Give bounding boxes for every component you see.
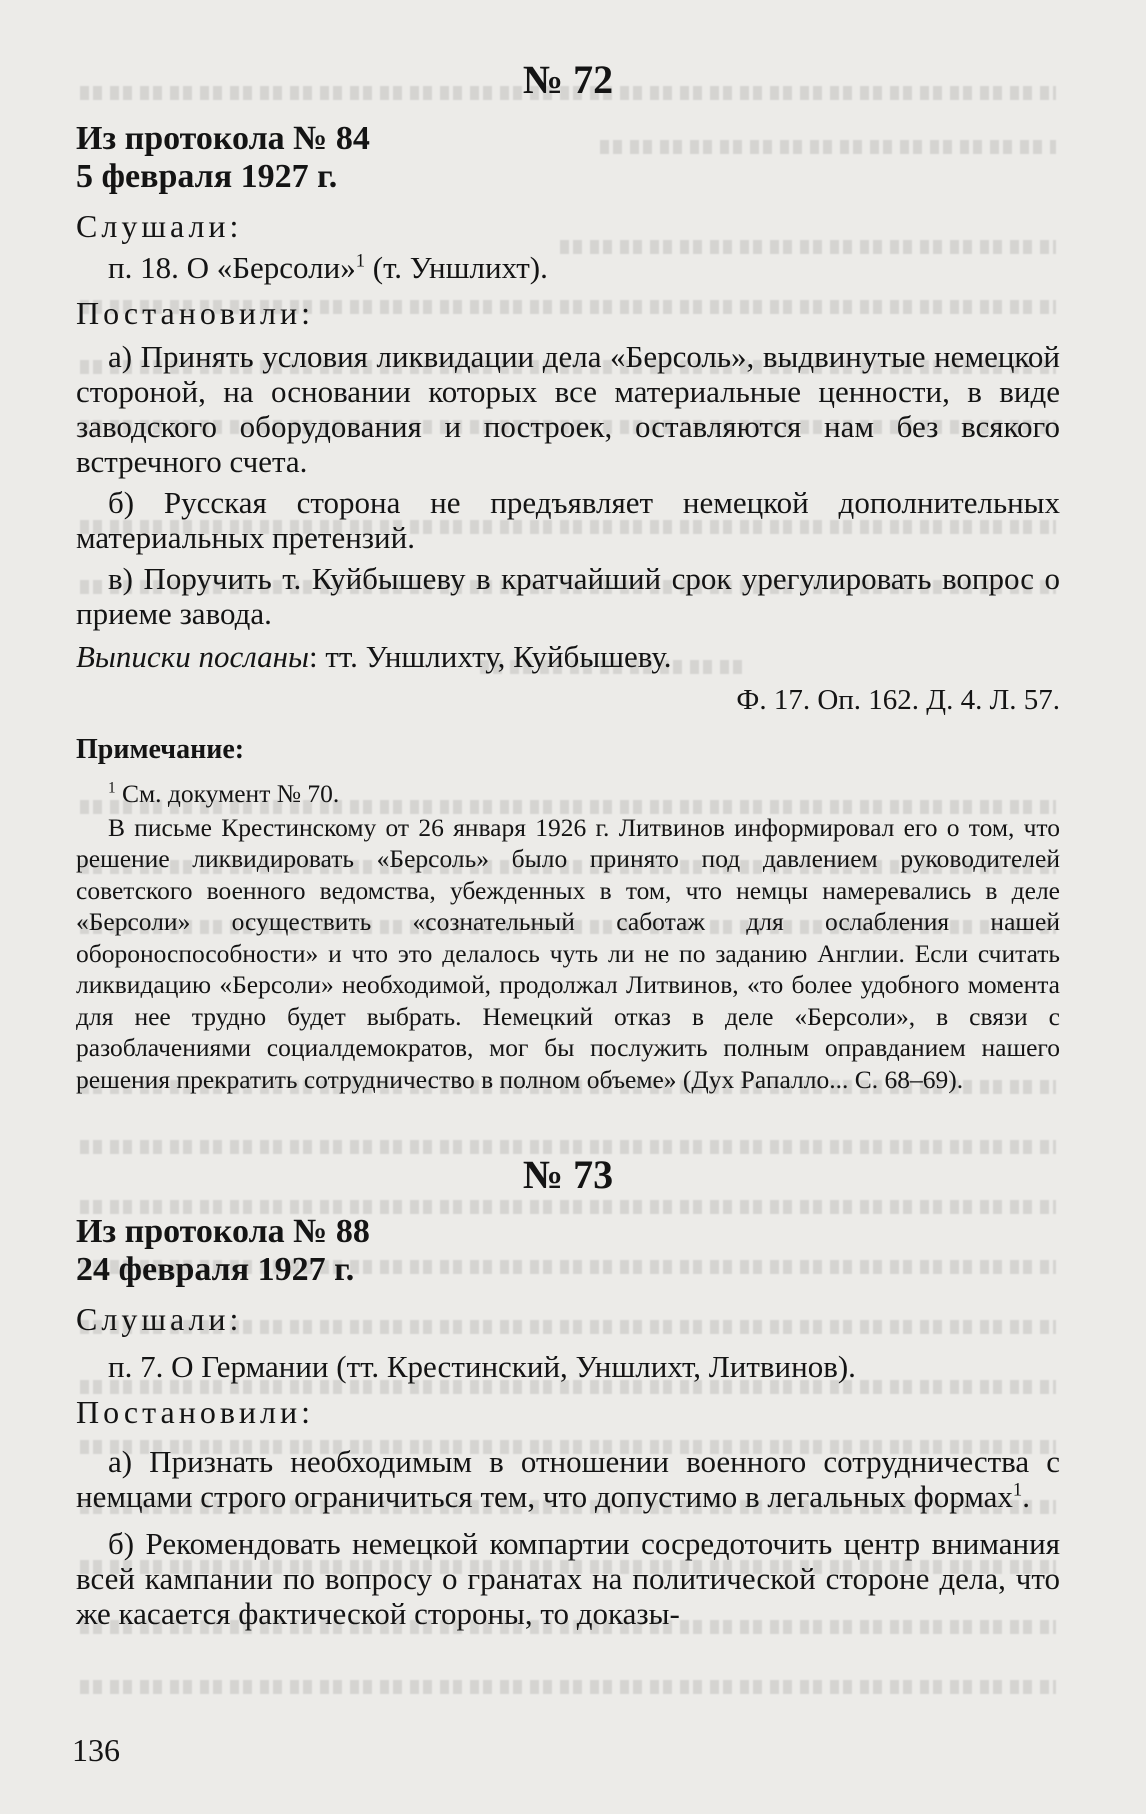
extracts-sent	[76, 639, 1060, 674]
document-72	[76, 56, 1060, 1095]
heard-item	[76, 250, 1060, 285]
protocol-title: Из протокола № 88	[76, 1213, 370, 1250]
document-73	[76, 1151, 1060, 1631]
footnote-1-marker: 1	[108, 779, 116, 797]
archive-reference: Ф. 17. Оп. 162. Д. 4. Л. 57.	[736, 684, 1060, 716]
document-number: № 73	[522, 1152, 614, 1197]
heard-item-people: (т. Уншлихт).	[365, 250, 548, 285]
extracts-sent-label: Выписки посланы	[76, 639, 309, 674]
resolution-a	[76, 1444, 1060, 1514]
note-heading: Примечание:	[76, 734, 245, 765]
protocol-title: Из протокола № 84	[76, 120, 370, 157]
resolution-a: а) Принять условия ликвидации дела «Берсоль», выдвинутые немецкой стороной, на основании которых все материальные ценности, в виде заводского оборудования и построек, оставляются нам без всякого встречного счета.	[76, 339, 1060, 479]
document-heading	[76, 1213, 1060, 1289]
footnote-marker: 1	[355, 250, 365, 272]
footnote-1-body: В письме Крестинскому от 26 января 1926 г. Литвинов информировал его о том, что решение ликвидировать «Берсоль» было принято под давлением руководителей советского военного ведомства, убежденных в том, что немцы намеревались в деле «Берсоли» осуществить «сознательный саботаж для ослабления нашей обороноспособности» и что это делалось чуть ли не по заданию Англии. Если считать ликвидацию «Берсоли» необходимой, продолжал Литвинов, «то более удобного момента для нее трудно будет выбрать. Немецкий отказ в деле «Берсоли», в связи с разоблачениями социалдемократов, мог бы послужить полным оправданием нашего решения прекратить сотрудничество в полном объеме» (Дух Рапалло... С. 68–69).	[76, 812, 1060, 1094]
protocol-date: 5 февраля 1927 г.	[76, 158, 338, 195]
heard-item-text: п. 18. О «Берсоли»	[108, 250, 356, 285]
heard-item: п. 7. О Германии (тт. Крестинский, Уншлихт, Литвинов).	[108, 1349, 856, 1384]
resolution-a-text: а) Признать необходимым в отношении военного сотрудничества с немцами строго ограничиться тем, что допустимо в легальных формах	[76, 1444, 1060, 1514]
footnote-1	[76, 778, 1060, 810]
resolved-label: Постановили:	[76, 295, 315, 331]
document-heading	[76, 120, 1060, 196]
extracts-sent-recipients: : тт. Уншлихту, Куйбышеву.	[308, 639, 672, 674]
resolution-c: в) Поручить т. Куйбышеву в кратчайший срок урегулировать вопрос о приеме завода.	[76, 561, 1060, 631]
heard-label: Слушали:	[76, 1301, 243, 1337]
footnote-marker: 1	[1012, 1479, 1023, 1501]
resolved-label: Постановили:	[76, 1394, 315, 1430]
page-number: 136	[72, 1732, 120, 1768]
document-number: № 72	[522, 57, 614, 102]
resolution-a-end: .	[1022, 1479, 1030, 1514]
protocol-date: 24 февраля 1927 г.	[76, 1251, 355, 1288]
heard-label: Слушали:	[76, 208, 243, 244]
resolution-b: б) Русская сторона не предъявляет немецкой дополнительных материальных претензий.	[76, 485, 1060, 555]
footnote-1-text: См. документ № 70.	[115, 779, 340, 808]
resolution-b: б) Рекомендовать немецкой компартии сосредоточить центр внимания всей кампании по вопросу о гранатах на политической стороне дела, что же касается фактической стороны, то доказы-	[76, 1526, 1060, 1631]
page-content	[76, 56, 1060, 1631]
